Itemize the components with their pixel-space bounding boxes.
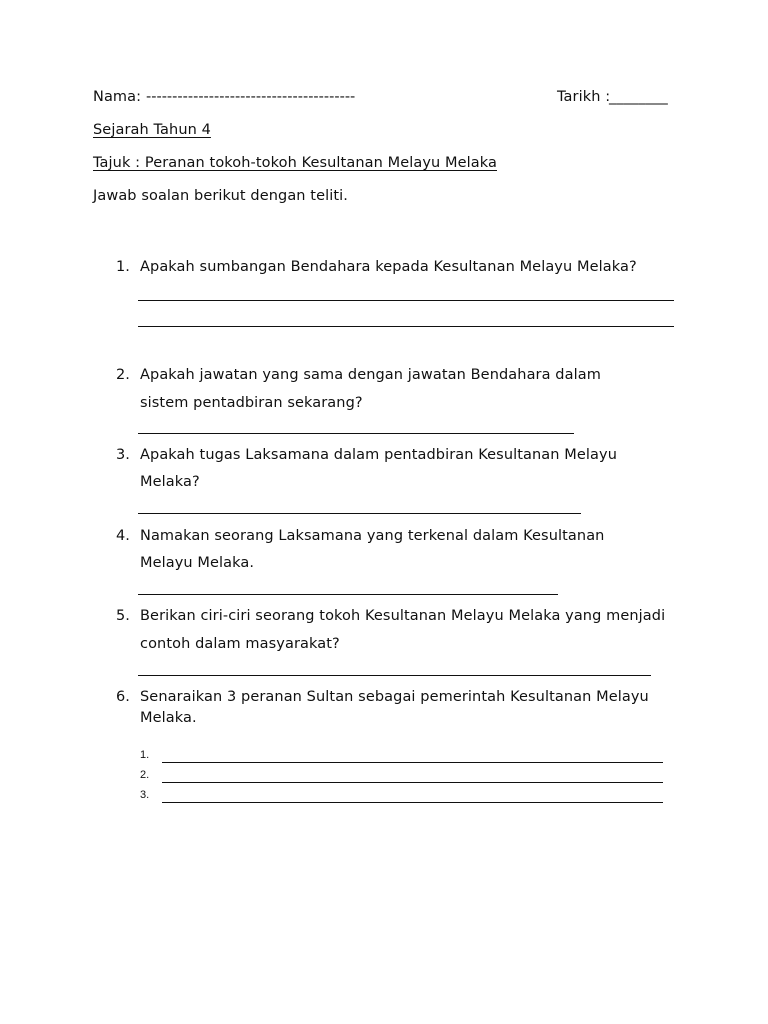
tarikh-blank[interactable]: ________ — [609, 89, 668, 105]
question-number: 4. — [116, 528, 130, 544]
question-text: Melayu Melaka. — [140, 555, 255, 571]
answer-line[interactable] — [138, 300, 674, 301]
answer-line[interactable] — [162, 802, 663, 803]
question-text: Namakan seorang Laksamana yang terkenal dalam Kesultanan — [140, 528, 605, 544]
question-number: 1. — [116, 259, 130, 275]
topic-title: Tajuk : Peranan tokoh-tokoh Kesultanan Melayu Melaka — [93, 155, 497, 171]
subject-title: Sejarah Tahun 4 — [93, 122, 211, 138]
nama-label: Nama: — [93, 89, 142, 105]
question-text: Apakah tugas Laksamana dalam pentadbiran Kesultanan Melayu — [140, 447, 618, 463]
list-item-number: 3. — [140, 789, 150, 801]
question-text: Melaka. — [140, 710, 197, 726]
question-text: Apakah jawatan yang sama dengan jawatan Bendahara dalam — [140, 367, 601, 383]
question-text: Senaraikan 3 peranan Sultan sebagai pemerintah Kesultanan Melayu — [140, 689, 649, 705]
question-text: Apakah sumbangan Bendahara kepada Kesultanan Melayu Melaka? — [140, 259, 637, 275]
list-item-number: 2. — [140, 769, 150, 781]
question-text: contoh dalam masyarakat? — [140, 636, 340, 652]
question-number: 2. — [116, 367, 130, 383]
answer-line[interactable] — [138, 433, 574, 434]
answer-line[interactable] — [138, 513, 581, 514]
answer-line[interactable] — [162, 762, 663, 763]
question-number: 6. — [116, 689, 130, 705]
question-number: 3. — [116, 447, 130, 463]
answer-line[interactable] — [162, 782, 663, 783]
list-item-number: 1. — [140, 749, 150, 761]
question-number: 5. — [116, 608, 130, 624]
answer-line[interactable] — [138, 675, 651, 676]
tarikh-label: Tarikh : — [557, 89, 611, 105]
nama-blank[interactable]: ---------------------------------------- — [146, 89, 356, 105]
answer-line[interactable] — [138, 594, 558, 595]
question-text: Berikan ciri-ciri seorang tokoh Kesultanan Melayu Melaka yang menjadi — [140, 608, 666, 624]
answer-line[interactable] — [138, 326, 674, 327]
instruction-text: Jawab soalan berikut dengan teliti. — [93, 188, 348, 204]
question-text: Melaka? — [140, 474, 200, 490]
question-text: sistem pentadbiran sekarang? — [140, 395, 363, 411]
